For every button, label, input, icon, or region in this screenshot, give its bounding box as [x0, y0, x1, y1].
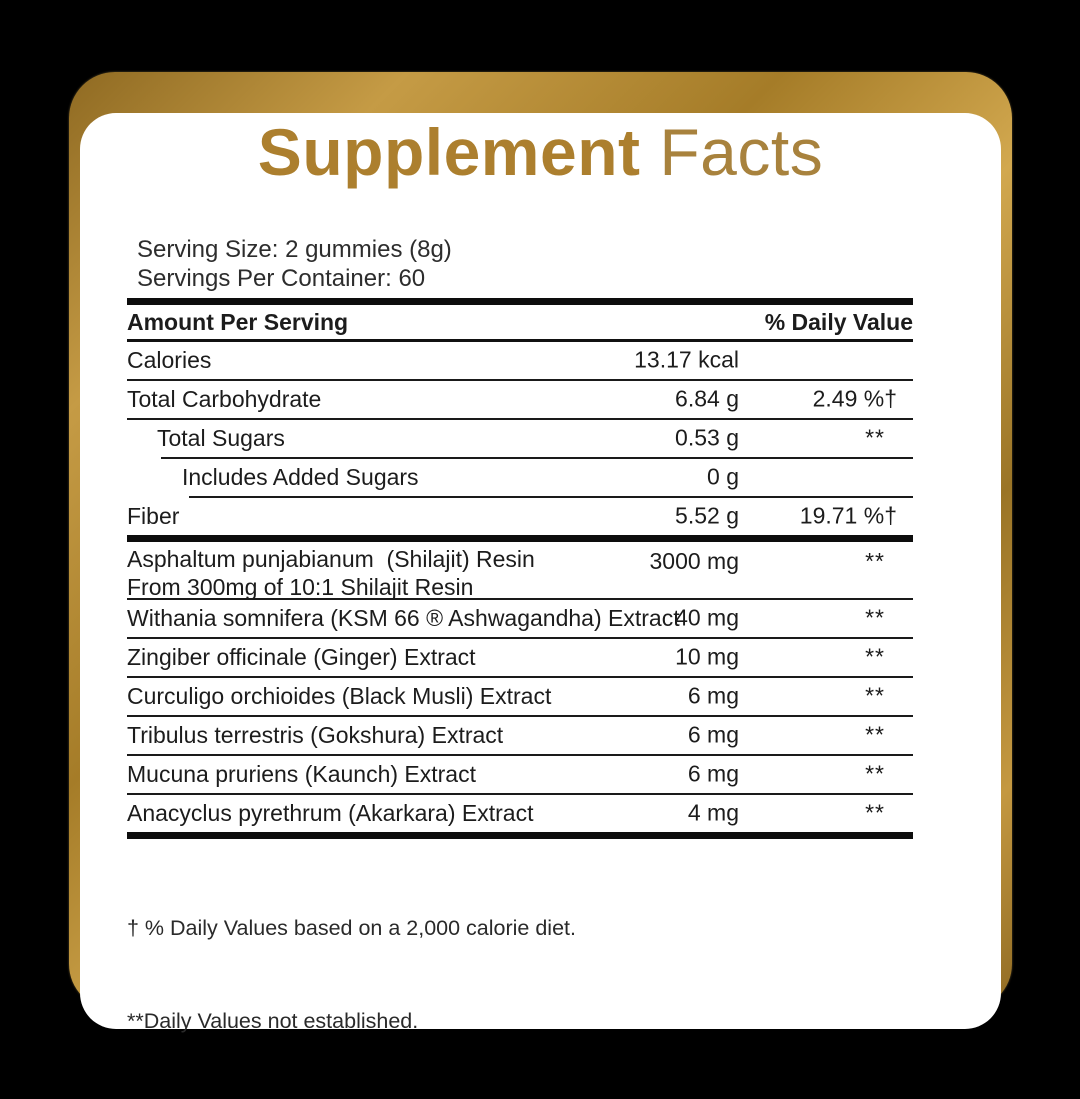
table-row: [127, 381, 913, 418]
amount-value: 3000 mg: [649, 547, 739, 574]
amount-value: 6.84 g: [675, 385, 739, 412]
table-row: [127, 420, 913, 457]
ingredient-name: Includes Added Sugars: [182, 463, 419, 490]
amount-value: 6 mg: [687, 682, 739, 709]
daily-value: **: [865, 424, 885, 451]
amount-value: 6 mg: [687, 721, 739, 748]
amount-value: 0 g: [707, 463, 739, 490]
table-row: [127, 756, 913, 793]
table-row: [127, 498, 913, 535]
ingredient-name: Zingiber officinale (Ginger) Extract: [127, 643, 476, 670]
ingredient-name: Total Carbohydrate: [127, 385, 322, 412]
footnote-not-established: **Daily Values not established.: [127, 1008, 419, 1033]
supplement-facts-label: [80, 113, 1001, 1033]
footnotes: [127, 851, 1001, 1099]
facts-table: [127, 298, 913, 839]
daily-value: **: [865, 799, 885, 826]
header-daily-value: % Daily Value: [764, 308, 913, 335]
table-row: [127, 459, 913, 496]
ingredient-name: Anacyclus pyrethrum (Akarkara) Extract: [127, 799, 534, 826]
table-header-row: [127, 305, 913, 342]
ingredient-name: Mucuna pruriens (Kaunch) Extract: [127, 760, 476, 787]
top-thick-rule: [127, 298, 913, 305]
table-row: [127, 600, 913, 637]
amount-value: 4 mg: [687, 799, 739, 826]
amount-value: 40 mg: [675, 604, 739, 631]
amount-value: 10 mg: [675, 643, 739, 670]
daily-value: **: [865, 547, 885, 574]
table-row: [127, 678, 913, 715]
gold-border-frame: [69, 72, 1012, 1033]
title-word-supplement: Supplement: [257, 115, 641, 189]
amount-value: 5.52 g: [675, 502, 739, 529]
table-row: [127, 717, 913, 754]
title-word-facts: Facts: [640, 115, 824, 189]
table-body: [127, 342, 913, 839]
daily-value: **: [865, 604, 885, 631]
daily-value: 19.71 %†: [799, 502, 897, 529]
servings-per-container-line: Servings Per Container: 60: [137, 265, 426, 292]
daily-value: **: [865, 721, 885, 748]
daily-value: 2.49 %†: [812, 385, 897, 412]
ingredient-name: Curculigo orchioides (Black Musli) Extract: [127, 682, 552, 709]
daily-value: **: [865, 643, 885, 670]
amount-value: 6 mg: [687, 760, 739, 787]
ingredient-name: Asphaltum punjabianum (Shilajit) Resin: [127, 545, 535, 572]
table-row: [127, 795, 913, 832]
ingredient-name: Calories: [127, 346, 212, 373]
header-amount-per-serving: Amount Per Serving: [127, 308, 349, 335]
thick-separator-rule: [127, 535, 913, 542]
ingredient-name: Withania somnifera (KSM 66 ® Ashwagandha) Extract: [127, 604, 680, 631]
amount-value: 0.53 g: [675, 424, 739, 451]
daily-value: **: [865, 682, 885, 709]
table-row: [127, 542, 913, 598]
footnote-daily-values-diet: † % Daily Values based on a 2,000 calorie diet.: [127, 915, 576, 940]
table-row: [127, 342, 913, 379]
daily-value: **: [865, 760, 885, 787]
serving-info: [137, 235, 1001, 293]
ingredient-name: Tribulus terrestris (Gokshura) Extract: [127, 721, 504, 748]
thick-separator-rule: [127, 832, 913, 839]
amount-value: 13.17 kcal: [634, 346, 739, 373]
table-row: [127, 639, 913, 676]
ingredient-name: Fiber: [127, 502, 180, 529]
ingredient-note: From 300mg of 10:1 Shilajit Resin: [127, 573, 474, 600]
label-title: [80, 113, 1001, 191]
ingredient-name: Total Sugars: [157, 424, 285, 451]
serving-size-line: Serving Size: 2 gummies (8g): [137, 236, 452, 263]
